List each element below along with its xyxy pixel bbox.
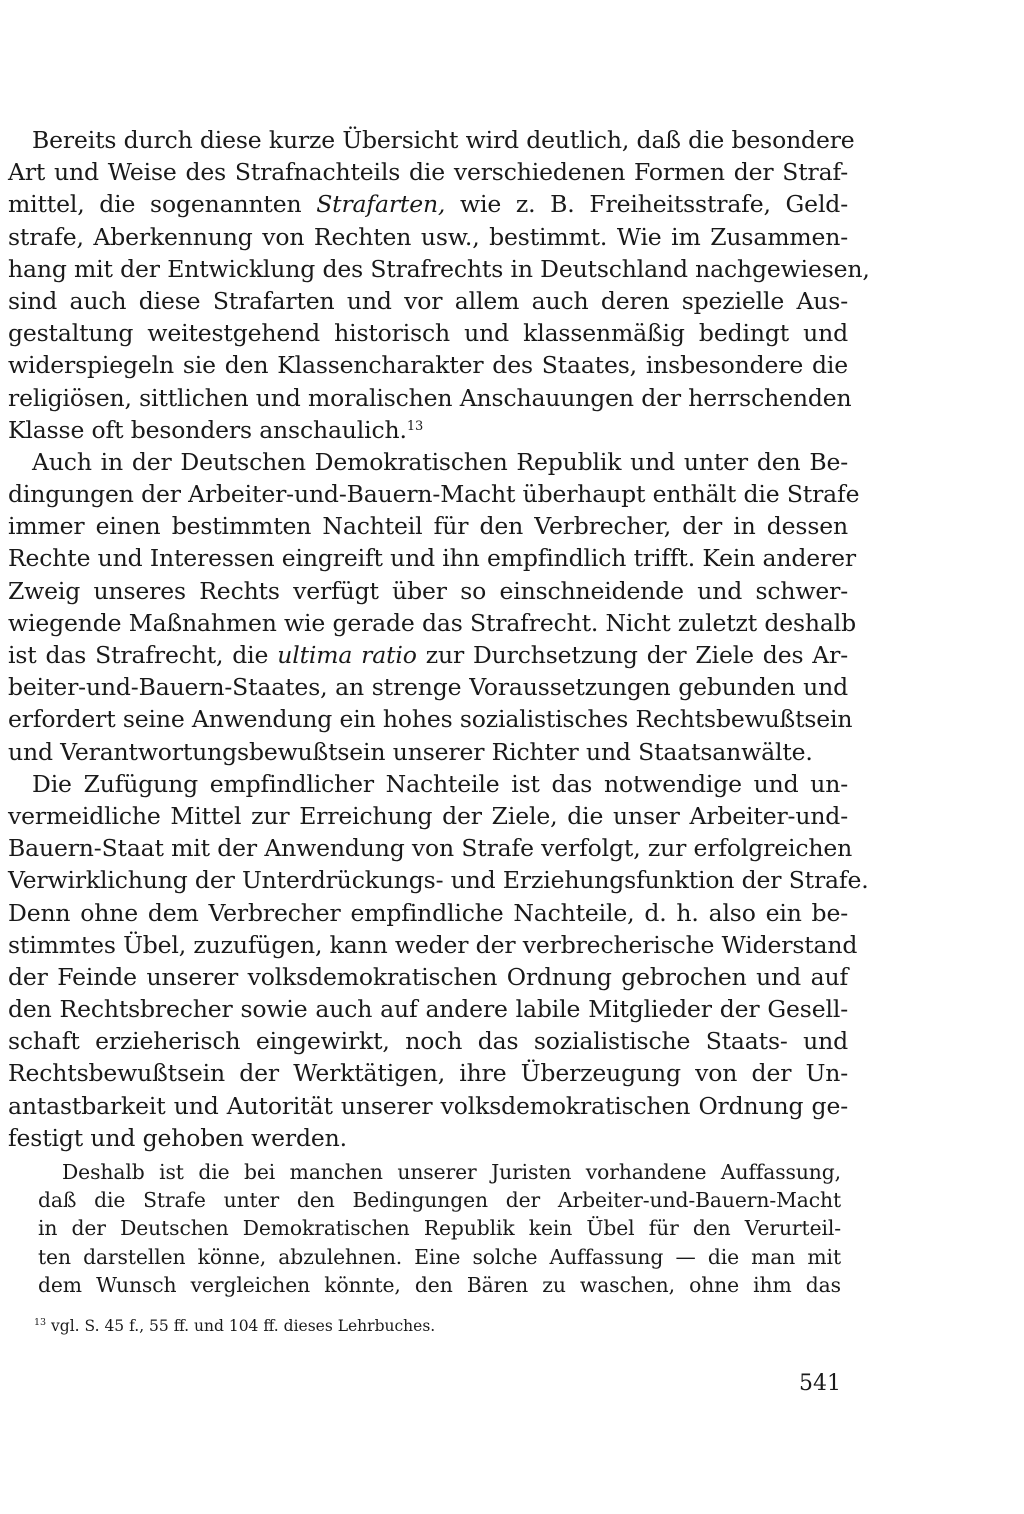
text-line: Art und Weise des Strafnachteils die verschiedenen Formen der Straf- xyxy=(8,158,848,187)
text-line: Rechtsbewußtsein der Werktätigen, ihre Überzeugung von der Un- xyxy=(8,1059,848,1088)
text-line: wiegende Maßnahmen wie gerade das Strafrecht. Nicht zuletzt deshalb xyxy=(8,608,857,637)
text-line: der Feinde unserer volksdemokratischen Ordnung gebrochen und auf xyxy=(8,962,848,991)
text-line: widerspiegeln sie den Klassencharakter des Staates, insbesondere die xyxy=(8,351,848,380)
text-line xyxy=(8,639,848,671)
text-line: dingungen der Arbeiter-und-Bauern-Macht überhaupt enthält die Strafe xyxy=(8,480,860,509)
text-line: schaft erzieherisch eingewirkt, noch das sozialistische Staats- und xyxy=(8,1027,848,1056)
text-line: beiter-und-Bauern-Staates, an strenge Voraussetzungen gebunden und xyxy=(8,673,848,702)
footnote xyxy=(34,1316,435,1336)
small-text-line: in der Deutschen Demokratischen Republik kein Übel für den Verurteil- xyxy=(38,1216,841,1241)
text-line: stimmtes Übel, zuzufügen, kann weder der verbrecherische Widerstand xyxy=(8,930,858,959)
emphasis-strafarten: Strafarten, xyxy=(316,190,446,219)
text-line xyxy=(8,414,848,446)
text-segment: wie z. B. Freiheitsstrafe, Geld- xyxy=(445,190,848,219)
text-line: vermeidliche Mittel zur Erreichung der Ziele, die unser Arbeiter-und- xyxy=(8,801,848,830)
text-line: Rechte und Interessen eingreift und ihn empfindlich trifft. Kein anderer xyxy=(8,544,856,573)
text-line xyxy=(8,188,848,220)
main-text xyxy=(8,124,870,1154)
text-segment: ist das Strafrecht, die xyxy=(8,641,278,669)
text-line: den Rechtsbrecher sowie auch auf andere labile Mitglieder der Gesell- xyxy=(8,995,848,1024)
page-number: 541 xyxy=(799,1371,841,1396)
text-line: hang mit der Entwicklung des Strafrechts in Deutschland nachgewiesen, xyxy=(8,254,870,283)
text-line: antastbarkeit und Autorität unserer volksdemokratischen Ordnung ge- xyxy=(8,1091,848,1120)
text-line: Verwirklichung der Unterdrückungs- und Erziehungsfunktion der Strafe. xyxy=(8,866,869,895)
text-segment: Klasse oft besonders anschaulich. xyxy=(8,415,407,444)
text-segment: mittel, die sogenannten xyxy=(8,190,317,219)
text-line: erfordert seine Anwendung ein hohes sozialistisches Rechtsbewußtsein xyxy=(8,705,853,734)
paragraph-2 xyxy=(8,446,860,768)
text-line: religiösen, sittlichen und moralischen Anschauungen der herrschenden xyxy=(8,383,852,412)
paragraph-3 xyxy=(8,768,869,1154)
small-text-line: ten darstellen könne, abzulehnen. Eine solche Auffassung — die man mit xyxy=(38,1244,841,1269)
text-line: immer einen bestimmten Nachteil für den Verbrecher, der in dessen xyxy=(8,512,848,541)
text-line: Denn ohne dem Verbrecher empfindliche Nachteile, d. h. also ein be- xyxy=(8,898,848,927)
text-line: gestaltung weitestgehend historisch und klassenmäßig bedingt und xyxy=(8,319,848,348)
text-line: festigt und gehoben werden. xyxy=(8,1123,347,1152)
footnote-number: 13 xyxy=(34,1317,47,1328)
small-text-line: dem Wunsch vergleichen könnte, den Bären zu waschen, ohne ihm das xyxy=(38,1272,841,1297)
text-line: Auch in der Deutschen Demokratischen Republik und unter den Be- xyxy=(32,447,848,476)
paragraph-1 xyxy=(8,124,870,446)
text-line: strafe, Aberkennung von Rechten usw., bestimmt. Wie im Zusammen- xyxy=(8,222,848,251)
footnote-reference[interactable]: 13 xyxy=(406,418,424,434)
small-print-paragraph xyxy=(38,1158,841,1299)
text-line: Bauern-Staat mit der Anwendung von Strafe verfolgt, zur erfolgreichen xyxy=(8,834,853,863)
text-line: Zweig unseres Rechts verfügt über so einschneidende und schwer- xyxy=(8,576,848,605)
small-text-line: Deshalb ist die bei manchen unserer Juristen vorhandene Auffassung, xyxy=(62,1160,841,1184)
text-line: Bereits durch diese kurze Übersicht wird deutlich, daß die besondere xyxy=(32,126,855,154)
emphasis-ultima-ratio: ultima ratio xyxy=(277,641,417,669)
text-segment: zur Durchsetzung der Ziele des Ar- xyxy=(416,641,849,669)
text-line: sind auch diese Strafarten und vor allem auch deren spezielle Aus- xyxy=(8,286,848,315)
small-text-line: daß die Strafe unter den Bedingungen der Arbeiter-und-Bauern-Macht xyxy=(38,1188,841,1213)
text-line: Die Zufügung empfindlicher Nachteile ist das notwendige und un- xyxy=(32,769,848,798)
text-line: und Verantwortungsbewußtsein unserer Richter und Staatsanwälte. xyxy=(8,737,813,766)
footnote-text: vgl. S. 45 f., 55 ff. und 104 ff. dieses Lehrbuches. xyxy=(51,1317,436,1335)
